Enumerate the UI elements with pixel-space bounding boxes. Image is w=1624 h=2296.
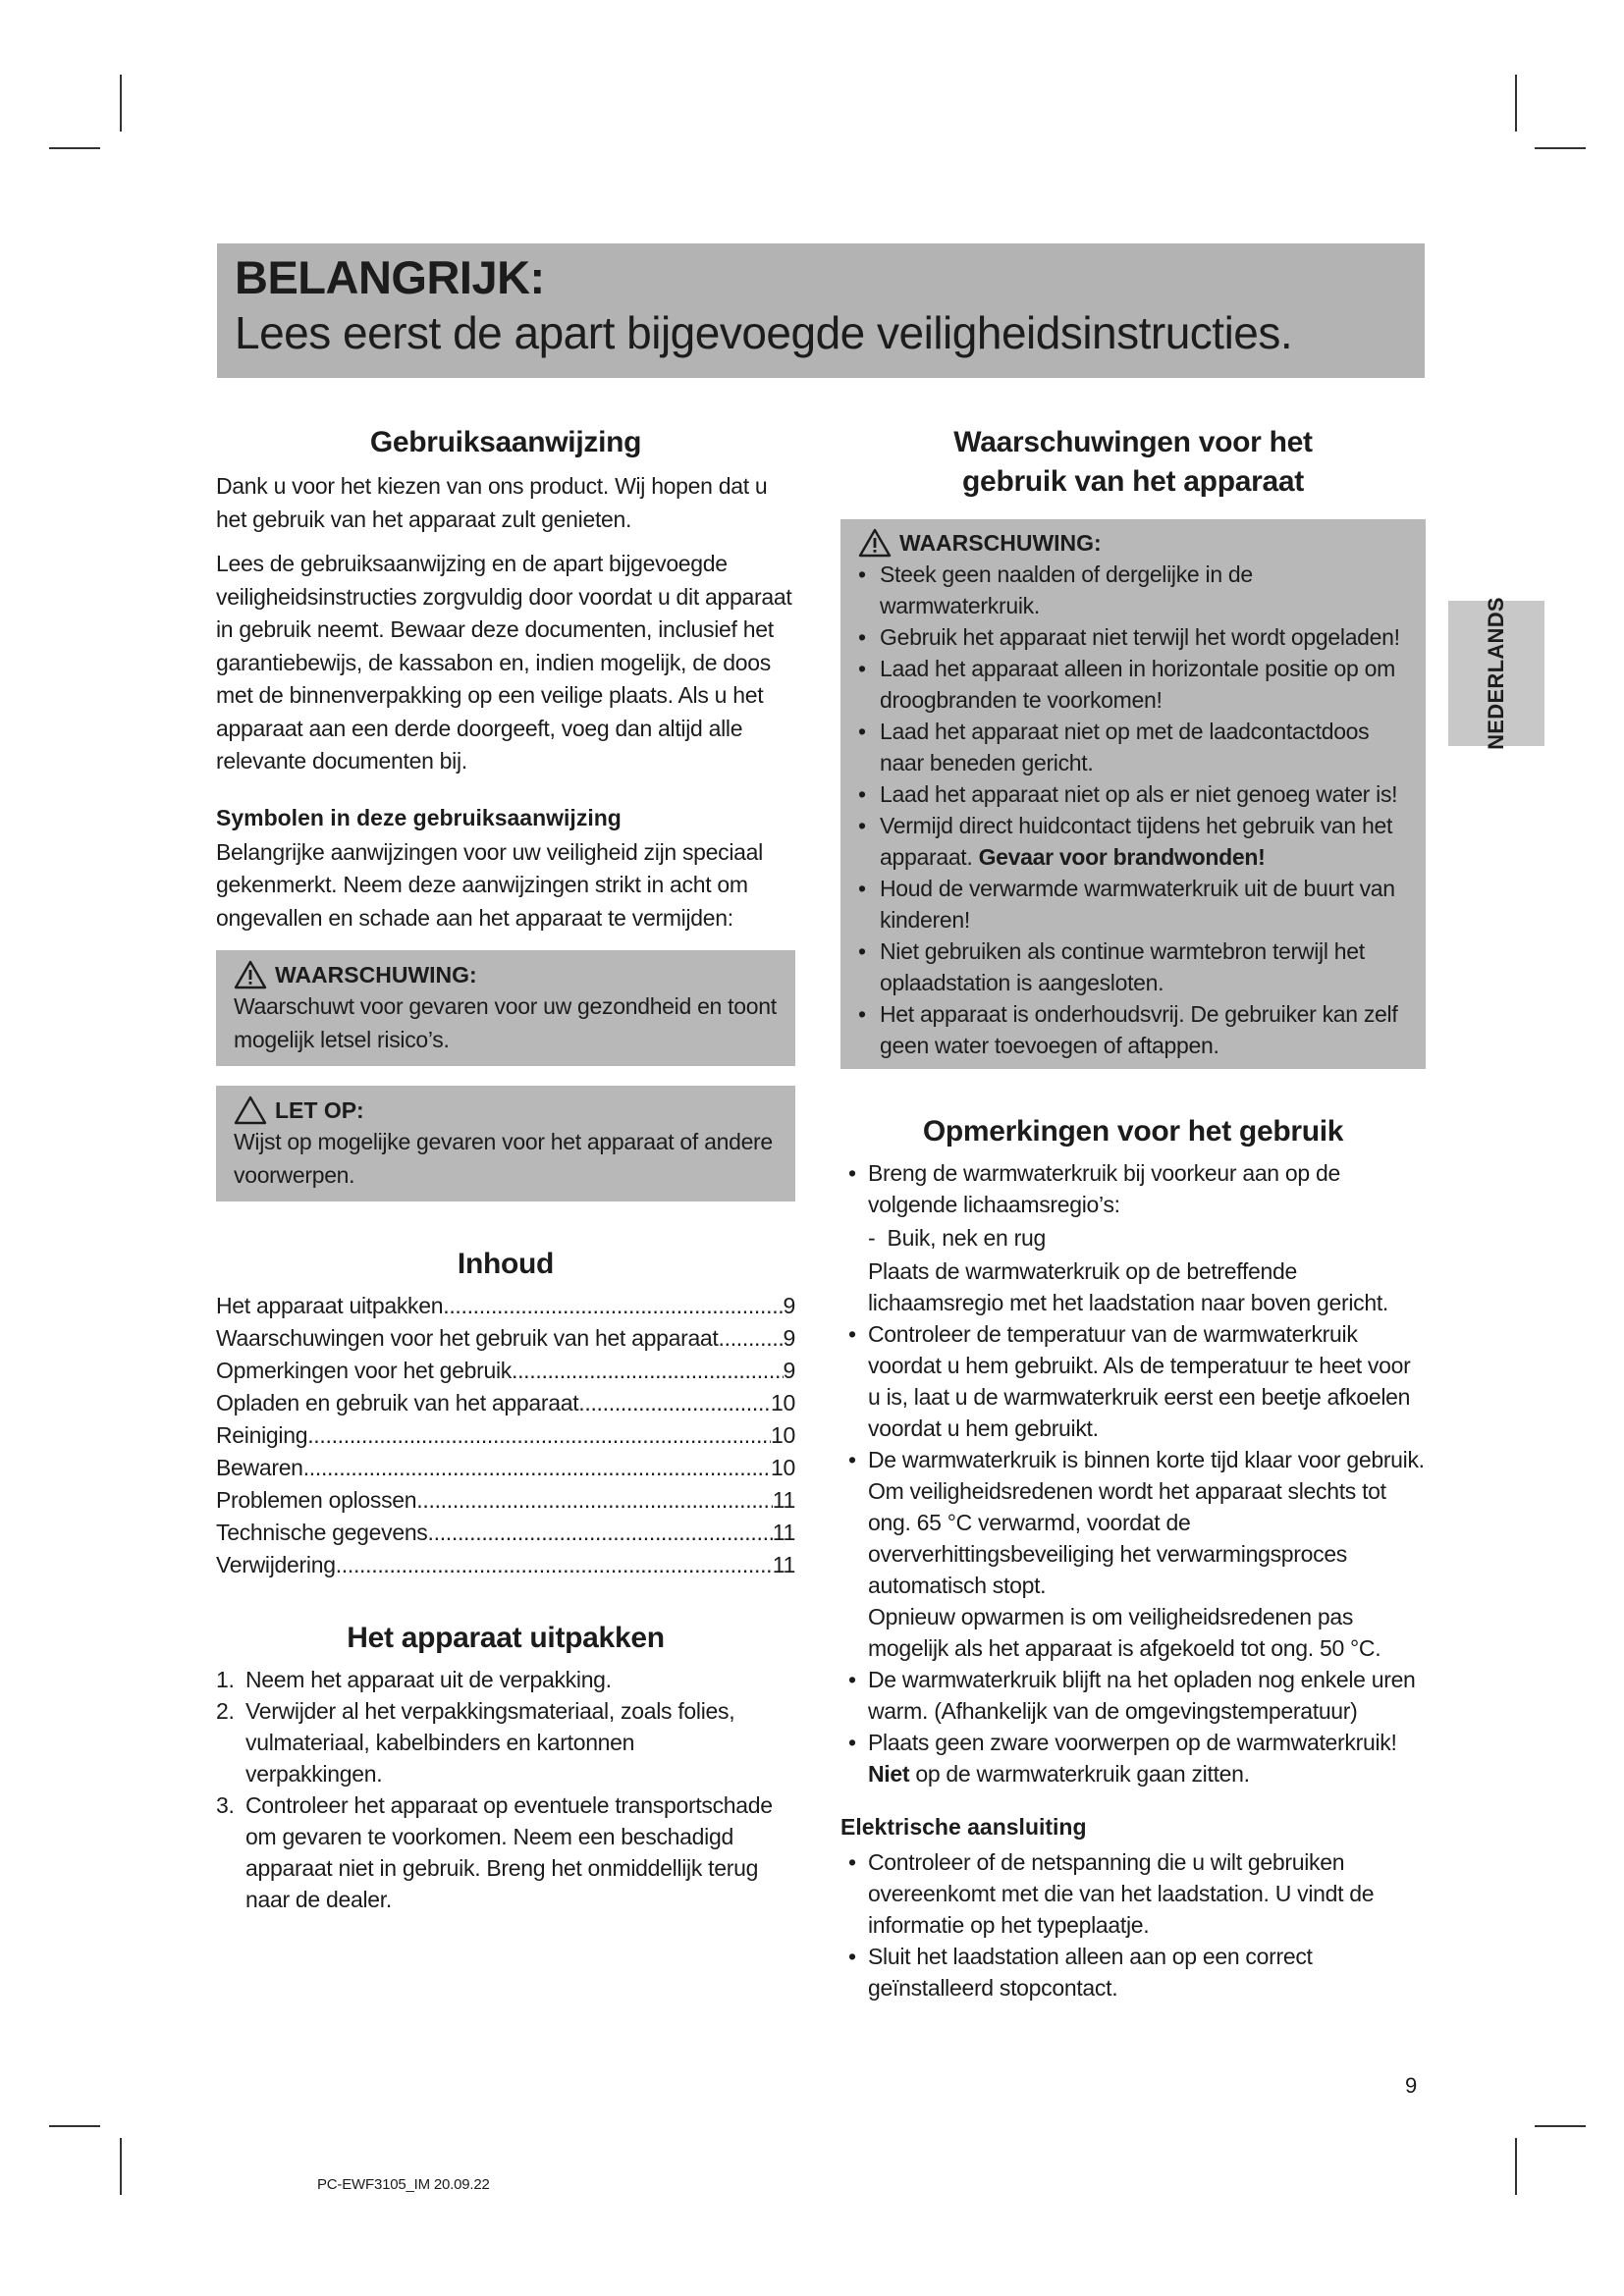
list-item: • Gebruik het apparaat niet terwijl het wordt opgeladen! <box>858 624 1400 650</box>
list-item: • Steek geen naalden of dergelijke in de warmwaterkruik. <box>858 561 1253 618</box>
step-number: 1. <box>216 1667 235 1692</box>
warnings-label: WAARSCHUWING: <box>899 530 1102 556</box>
toc-title: Reiniging <box>216 1422 308 1448</box>
manual-intro: Dank u voor het kiezen van ons product. Wij hopen dat u het gebruik van het apparaat zult genieten. <box>216 473 768 532</box>
toc-page: 10 <box>771 1390 795 1415</box>
list-item: • Laad het apparaat niet op als er niet genoeg water is! <box>858 781 1398 807</box>
crop-mark <box>49 2125 100 2127</box>
warning-text: Niet gebruiken als continue warmtebron terwijl het oplaadstation is aangesloten. <box>880 938 1365 995</box>
warning-text: Laad het apparaat alleen in horizontale positie op om droogbranden te voorkomen! <box>880 656 1395 713</box>
toc-row <box>216 1452 795 1484</box>
toc-row <box>216 1484 795 1517</box>
electric-heading: Elektrische aansluiting <box>840 1814 1087 1840</box>
toc-row <box>216 1419 795 1452</box>
toc-page: 10 <box>771 1422 795 1448</box>
crop-mark <box>1515 2138 1517 2195</box>
toc-leader <box>336 1549 773 1581</box>
list-item <box>216 1664 776 1695</box>
toc-title: Verwijdering <box>216 1552 336 1577</box>
list-item: • Vermijd direct huidcontact tijdens het gebruik van het apparaat. Gevaar voor brandwonden! <box>858 813 1393 870</box>
crop-mark <box>49 147 100 149</box>
toc-leader <box>578 1387 771 1419</box>
document-code: PC-EWF3105_IM 20.09.22 <box>317 2176 490 2193</box>
list-item: • De warmwaterkruik blijft na het opladen nog enkele uren warm. (Afhankelijk van de omgevingstemperatuur) <box>848 1667 1416 1724</box>
warning-triangle-icon <box>234 960 267 989</box>
warnings-list <box>850 559 1418 1061</box>
warning-text: Het apparaat is onderhoudsvrij. De gebruiker kan zelf geen water toevoegen of aftappen. <box>880 1001 1398 1058</box>
step-number: 2. <box>216 1698 235 1724</box>
right-column <box>840 417 1426 2003</box>
warnings-box <box>840 519 1426 1069</box>
toc-heading: Inhoud <box>457 1248 555 1280</box>
crop-mark <box>1515 75 1517 132</box>
warnings-heading: Waarschuwingen voor het gebruik van het apparaat <box>953 426 1313 498</box>
unpack-steps <box>216 1664 795 1915</box>
toc-leader <box>307 1419 771 1452</box>
left-column <box>216 417 795 1915</box>
list-item <box>216 1789 776 1915</box>
caution-legend-text: Wijst op mogelijke gevaren voor het apparaat of andere voorwerpen. <box>234 1129 773 1188</box>
list-item: • Sluit het laadstation alleen aan op een correct geïnstalleerd stopcontact. <box>848 1944 1313 2001</box>
toc-title: Bewaren <box>216 1455 303 1480</box>
electric-list <box>840 1846 1426 2003</box>
list-item: • Controleer of de netspanning die u wilt gebruiken overeenkomt met die van het laadstation. U vindt de informatie op het typeplaatje. <box>848 1849 1375 1938</box>
warning-text: Steek geen naalden of dergelijke in de warmwaterkruik. <box>880 561 1253 618</box>
toc-page: 10 <box>771 1455 795 1480</box>
warning-legend-text: Waarschuwt voor gevaren voor uw gezondheid en toont mogelijk letsel risico’s. <box>234 993 777 1052</box>
toc-leader <box>416 1484 772 1517</box>
toc-page: 9 <box>783 1358 795 1383</box>
toc-leader <box>443 1290 783 1322</box>
warning-triangle-icon <box>858 528 892 558</box>
symbols-heading: Symbolen in deze gebruiksaanwijzing <box>216 804 622 830</box>
toc-title: Opladen en gebruik van het apparaat <box>216 1390 579 1415</box>
unpack-heading: Het apparaat uitpakken <box>347 1622 665 1654</box>
warning-text: Vermijd direct huidcontact tijdens het gebruik van het apparaat. <box>880 813 1393 870</box>
step-text: Controleer het apparaat op eventuele transportschade om gevaren te voorkomen. Neem een beschadigd apparaat niet in gebruik. Breng het onmiddellijk terug naar de dealer. <box>245 1792 773 1912</box>
list-item: • Controleer de temperatuur van de warmwaterkruik voordat u hem gebruikt. Als de temperatuur te heet voor u is, laat u de warmwaterkruik eerst een beetje afkoelen voordat u hem gebruikt. <box>848 1321 1411 1441</box>
warning-text: Laad het apparaat niet op met de laadcontactdoos naar beneden gericht. <box>880 719 1370 775</box>
warning-emphasis: Gevaar voor brandwonden! <box>978 844 1266 870</box>
step-text: Neem het apparaat uit de verpakking. <box>245 1667 612 1692</box>
banner-subtitle: Lees eerst de apart bijgevoegde veiligheidsinstructies. <box>235 307 1293 358</box>
toc-title: Opmerkingen voor het gebruik <box>216 1358 512 1383</box>
crop-mark <box>1535 147 1586 149</box>
toc-page: 11 <box>772 1552 795 1577</box>
toc-row <box>216 1387 795 1419</box>
caution-triangle-icon <box>234 1095 267 1125</box>
language-label: NEDERLANDS <box>1484 597 1508 750</box>
toc-row <box>216 1322 795 1355</box>
list-item: • Plaats geen zware voorwerpen op de warmwaterkruik! Niet op de warmwaterkruik gaan zitten. <box>848 1730 1397 1787</box>
toc-page: 11 <box>772 1487 795 1513</box>
toc-page: 9 <box>783 1293 795 1318</box>
list-item: • Niet gebruiken als continue warmtebron terwijl het oplaadstation is aangesloten. <box>858 938 1365 995</box>
list-item: • Breng de warmwaterkruik bij voorkeur aan op de volgende lichaamsregio’s: - Buik, nek en rug Plaats de warmwaterkruik op de betreffende lichaamsregio met het laadstation naar boven gericht. <box>848 1160 1389 1315</box>
toc-row <box>216 1549 795 1581</box>
warning-text: Houd de verwarmde warmwaterkruik uit de buurt van kinderen! <box>880 876 1395 933</box>
list-item <box>216 1695 776 1789</box>
list-item: • De warmwaterkruik is binnen korte tijd klaar voor gebruik. Om veiligheidsredenen wordt het apparaat slechts tot ong. 65 °C verwarmd, voordat de oververhittingsbeveiliging het verwarmingsproces automatisch stopt. Opnieuw opwarmen is om veiligheidsredenen pas mogelijk als het apparaat is afgekoeld tot ong. 50 °C. <box>848 1447 1425 1661</box>
crop-mark <box>120 2138 122 2195</box>
toc-row <box>216 1290 795 1322</box>
toc-leader <box>512 1355 784 1387</box>
manual-instructions: Lees de gebruiksaanwijzing en de apart bijgevoegde veiligheidsinstructies zorgvuldig door voordat u dit apparaat in gebruik neemt. Bewaar deze documenten, inclusief het garantiebewijs, de kassabon en, indien mogelijk, de doos met de binnenverpakking op een veilige plaats. Als u het apparaat aan een derde doorgeeft, voeg dan altijd alle relevante documenten bij. <box>216 551 792 774</box>
warning-legend-label: WAARSCHUWING: <box>275 962 477 988</box>
warning-legend-box <box>216 950 795 1066</box>
symbols-text: Belangrijke aanwijzingen voor uw veiligheid zijn speciaal gekenmerkt. Neem deze aanwijzingen strikt in acht om ongevallen en schade aan het apparaat te vermijden: <box>216 838 763 931</box>
banner-title: BELANGRIJK: <box>235 251 545 303</box>
toc-row <box>216 1517 795 1549</box>
important-banner <box>217 243 1425 378</box>
toc-title: Het apparaat uitpakken <box>216 1293 444 1318</box>
page-number: 9 <box>1405 2073 1418 2098</box>
list-item: • Laad het apparaat alleen in horizontale positie op om droogbranden te voorkomen! <box>858 656 1395 713</box>
toc-title: Technische gegevens <box>216 1520 428 1545</box>
step-text: Verwijder al het verpakkingsmateriaal, zoals folies, vulmateriaal, kabelbinders en kartonnen verpakkingen. <box>245 1698 735 1787</box>
toc-leader <box>719 1322 784 1355</box>
toc-leader <box>428 1517 773 1549</box>
list-item: • Het apparaat is onderhoudsvrij. De gebruiker kan zelf geen water toevoegen of aftappen. <box>858 1001 1398 1058</box>
toc-title: Problemen oplossen <box>216 1487 417 1513</box>
toc-page: 9 <box>783 1325 795 1351</box>
table-of-contents <box>216 1290 795 1581</box>
usage-heading: Opmerkingen voor het gebruik <box>922 1115 1344 1148</box>
toc-leader <box>303 1452 771 1484</box>
step-number: 3. <box>216 1792 235 1818</box>
manual-heading: Gebruiksaanwijzing <box>369 426 642 458</box>
toc-row <box>216 1355 795 1387</box>
warning-text: Laad het apparaat niet op als er niet genoeg water is! <box>880 781 1398 807</box>
crop-mark <box>120 75 122 132</box>
caution-legend-label: LET OP: <box>275 1097 364 1123</box>
list-item: • Laad het apparaat niet op met de laadcontactdoos naar beneden gericht. <box>858 719 1370 775</box>
list-item: • Houd de verwarmde warmwaterkruik uit de buurt van kinderen! <box>858 876 1395 933</box>
warning-text: Gebruik het apparaat niet terwijl het wordt opgeladen! <box>880 624 1400 650</box>
crop-mark <box>1535 2125 1586 2127</box>
toc-page: 11 <box>772 1520 795 1545</box>
caution-legend-box <box>216 1086 795 1201</box>
language-tab <box>1448 597 1544 750</box>
toc-title: Waarschuwingen voor het gebruik van het apparaat <box>216 1325 719 1351</box>
usage-list <box>840 1157 1426 1789</box>
